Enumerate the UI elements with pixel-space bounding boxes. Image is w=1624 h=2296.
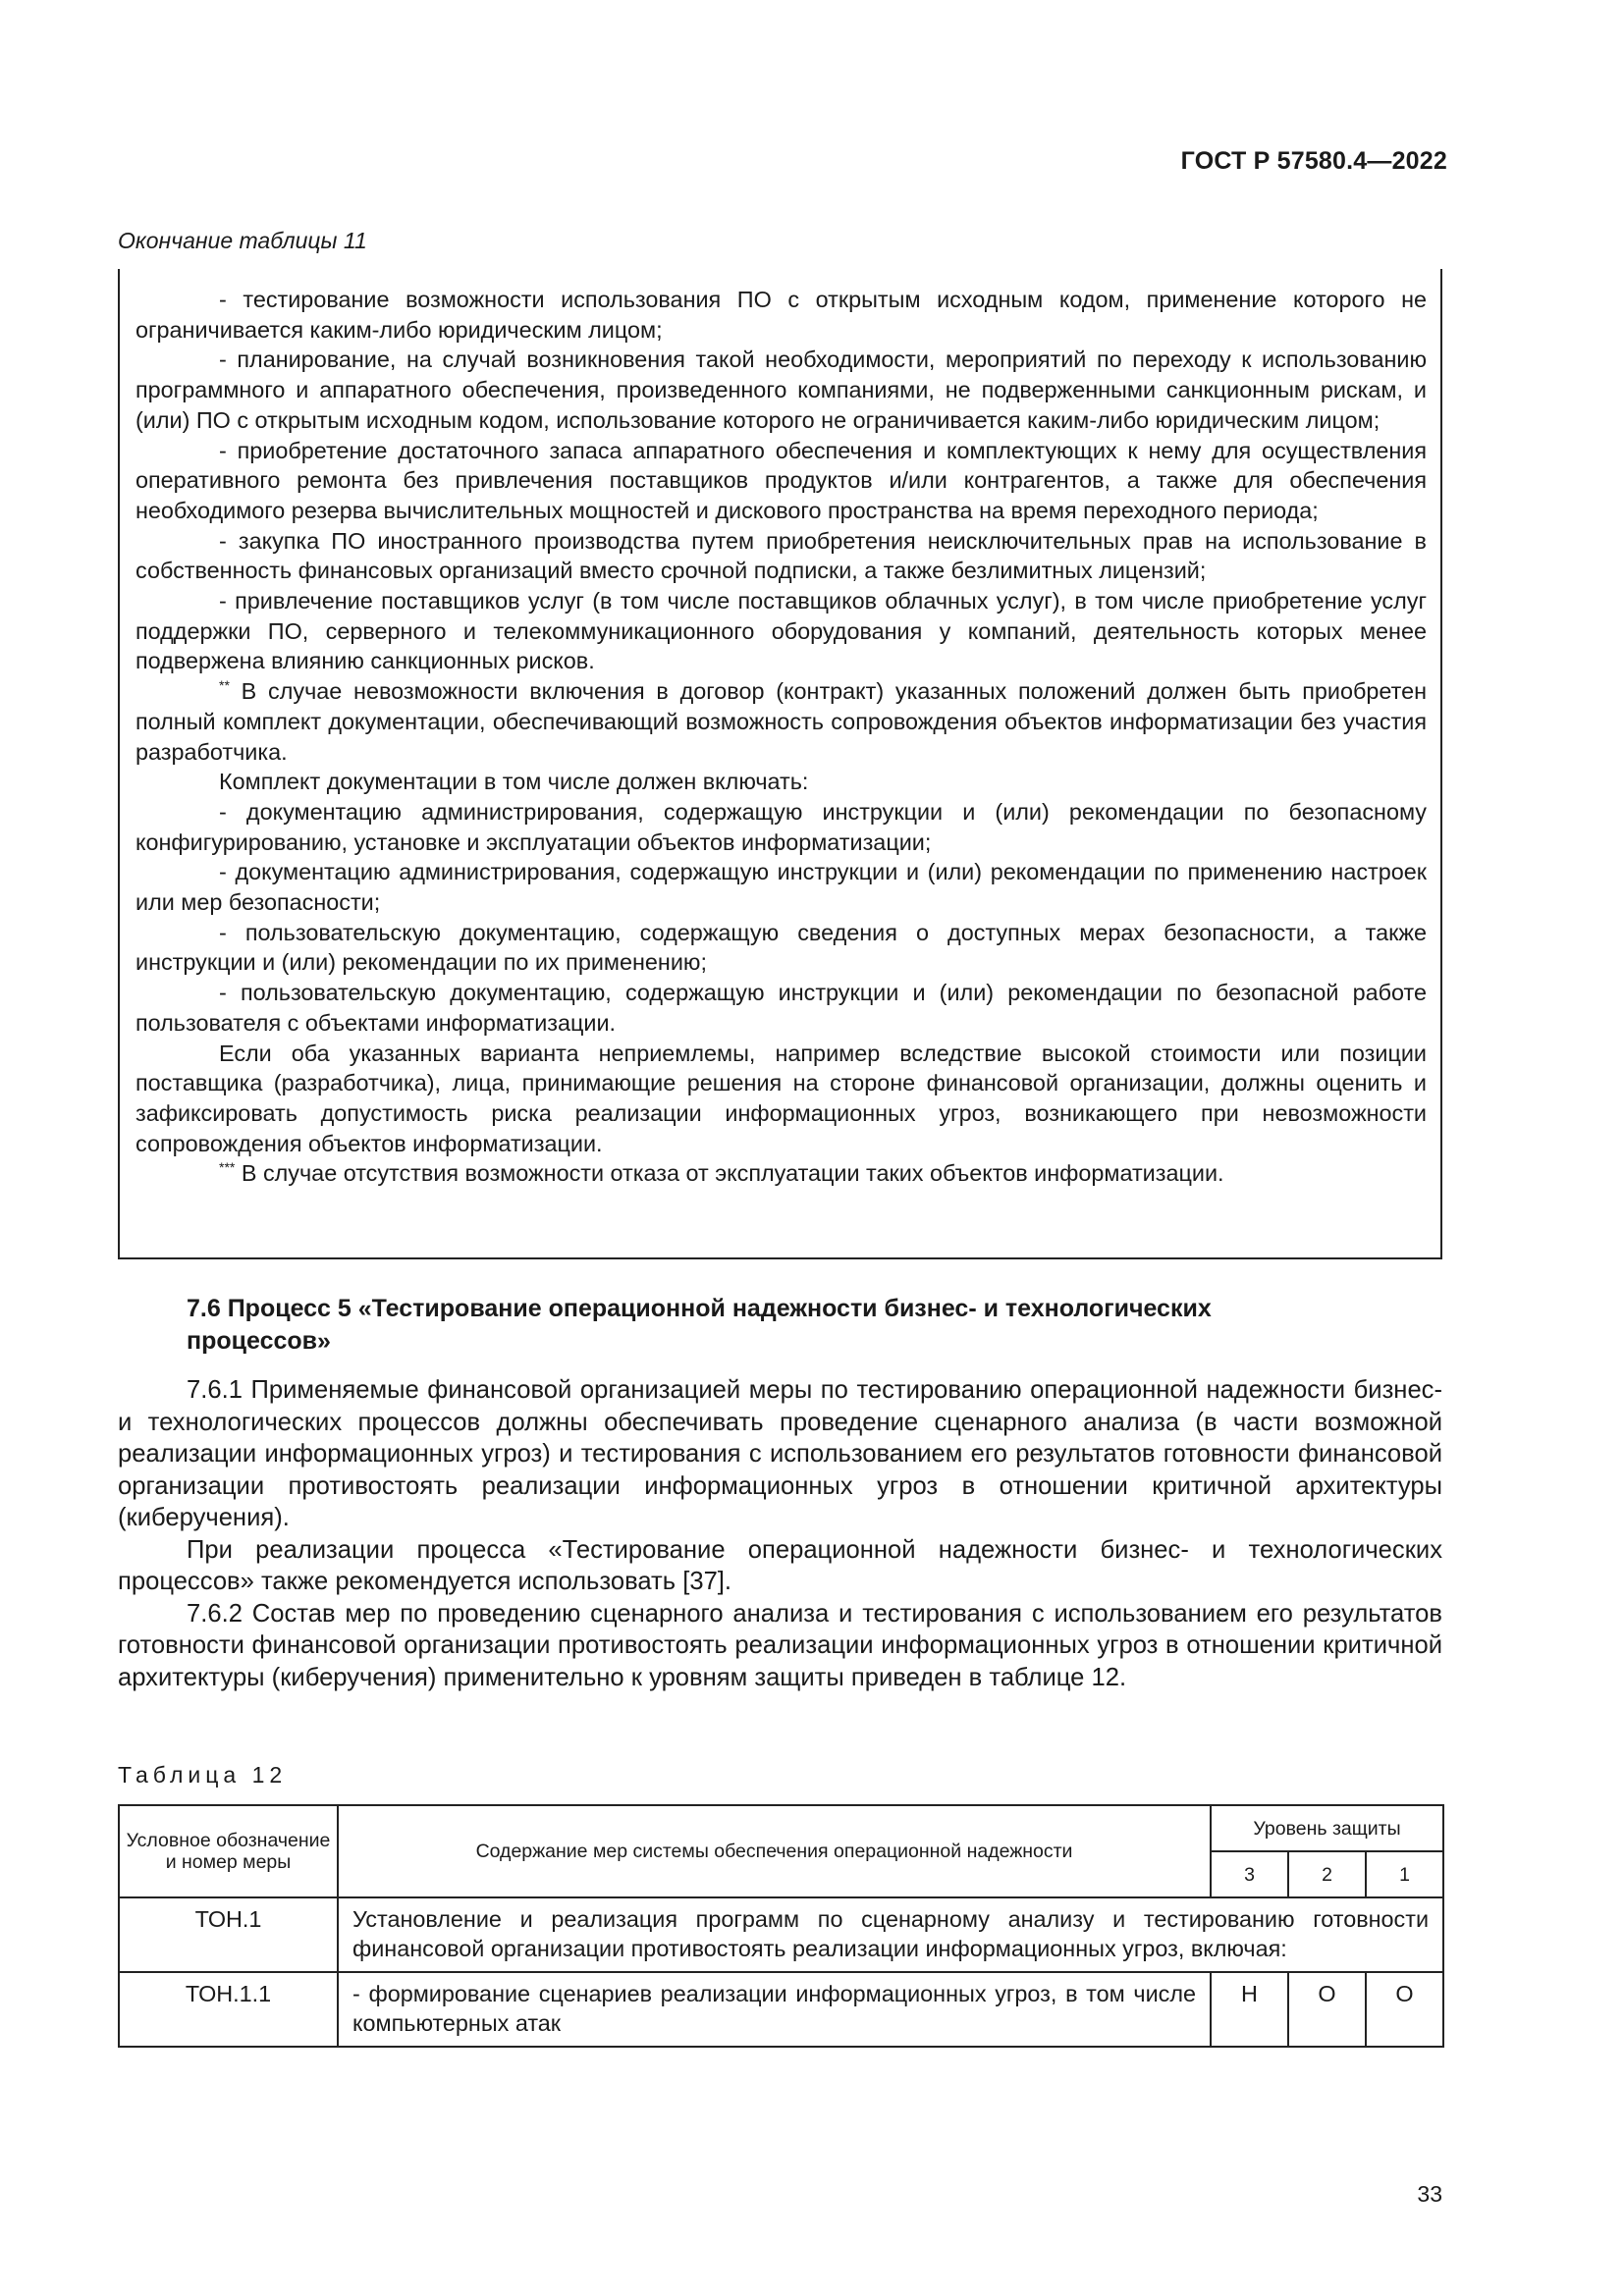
footnote-double-star	[135, 676, 1427, 767]
level-1-value: О	[1366, 1972, 1443, 2047]
table11-paragraph: - планирование, на случай возникновения такой необходимости, мероприятий по переходу к использованию программного и аппаратного обеспечения, произведенного компаниями, не подверженными санкционным рискам, и (или) ПО с открытым исходным кодом, использование которого не ограничивается каким-либо юридическим лицом;	[135, 347, 1427, 433]
header-level-1: 1	[1366, 1851, 1443, 1897]
measure-text: - формирование сценариев реализации информационных угроз, в том числе компьютерных атак	[338, 1972, 1211, 2047]
measure-code: ТОН.1.1	[119, 1972, 338, 2047]
header-protection-level: Уровень защиты	[1211, 1805, 1443, 1851]
table-11-continuation-cell	[118, 269, 1442, 1259]
section-paragraph: 7.6.2 Состав мер по проведению сценарного анализа и тестирования с использованием его результатов готовности финансовой организации противостоять реализации информационных угроз в отношении критичной архитектуры (киберучения) применительно к уровням защиты приведен в таблице 12.	[118, 1599, 1442, 1691]
table11-paragraph: - привлечение поставщиков услуг (в том числе поставщиков облачных услуг), в том числе приобретение услуг поддержки ПО, серверного и телекоммуникационного оборудования у компаний, деятельность которых менее подвержена влиянию санкционных рисков.	[135, 588, 1427, 674]
alternative-paragraph: Если оба указанных варианта неприемлемы, например вследствие высокой стоимости или позиции поставщика (разработчика), лица, принимающие решения на стороне финансовой организации, должны оценить и зафиксировать допустимость риска реализации информационных угроз, возникающего при невозможности сопровождения объектов информатизации.	[135, 1040, 1427, 1156]
table-row	[119, 1972, 1443, 2047]
table-12-label: Таблица 12	[118, 1762, 288, 1788]
section-title: 7.6 Процесс 5 «Тестирование операционной надежности бизнес- и технологических процессов»	[187, 1295, 1212, 1355]
documentation-item: - документацию администрирования, содержащую инструкции и (или) рекомендации по применению настроек или мер безопасности;	[135, 859, 1427, 916]
documentation-item: - пользовательскую документацию, содержащую сведения о доступных мерах безопасности, а также инструкции и (или) рекомендации по их применению;	[135, 919, 1427, 976]
measure-text: Установление и реализация программ по сценарному анализу и тестированию готовности финансовой организации противостоять реализации информационных угроз, включая:	[338, 1897, 1443, 1972]
measure-code: ТОН.1	[119, 1897, 338, 1972]
table11-paragraph: - приобретение достаточного запаса аппаратного обеспечения и комплектующих к нему для осуществления оперативного ремонта без привлечения поставщиков продуктов и/или контрагентов, а также для обеспечения необходимого резерва вычислительных мощностей и дискового пространства на время переходного периода;	[135, 437, 1427, 523]
footnote-text: В случае отсутствия возможности отказа от эксплуатации таких объектов информатизации.	[235, 1160, 1224, 1187]
footnote-marker: **	[219, 677, 230, 694]
footnote-triple-star	[135, 1158, 1427, 1189]
header-measure-content: Содержание мер системы обеспечения операционной надежности	[338, 1805, 1211, 1897]
section-paragraph: 7.6.1 Применяемые финансовой организацией меры по тестированию операционной надежности бизнес- и технологических процессов должны обеспечивать проведение сценарного анализа (в части возможной реализации информационных угроз) и тестирования с использованием его результатов готовности финансовой организации противостоять реализации информационных угроз в отношении критичной архитектуры (киберучения).	[118, 1376, 1442, 1531]
documentation-intro: Комплект документации в том числе должен включать:	[219, 769, 809, 795]
level-2-value: О	[1288, 1972, 1366, 2047]
section-paragraph: При реализации процесса «Тестирование операционной надежности бизнес- и технологических процессов» также рекомендуется использовать [37].	[118, 1535, 1442, 1595]
table11-paragraph: - тестирование возможности использования ПО с открытым исходным кодом, применение которого не ограничивается каким-либо юридическим лицом;	[135, 287, 1427, 343]
header-level-2: 2	[1288, 1851, 1366, 1897]
document-code: ГОСТ Р 57580.4—2022	[1180, 147, 1447, 175]
level-3-value: Н	[1211, 1972, 1288, 2047]
footnote-text: В случае невозможности включения в договор (контракт) указанных положений должен быть приобретен полный комплект документации, обеспечивающий возможность сопровождения объектов информатизации без участия разработчика.	[135, 678, 1427, 765]
documentation-item: - пользовательскую документацию, содержащую инструкции и (или) рекомендации по безопасной работе пользователя с объектами информатизации.	[135, 980, 1427, 1036]
footnote-marker: ***	[219, 1159, 236, 1176]
page-number: 33	[1417, 2181, 1442, 2207]
table-row	[119, 1897, 1443, 1972]
table11-paragraph: - закупка ПО иностранного производства путем приобретения неисключительных прав на использование в собственность финансовых организаций вместо срочной подписки, а также безлимитных лицензий;	[135, 527, 1427, 584]
header-level-3: 3	[1211, 1851, 1288, 1897]
table-continuation-caption: Окончание таблицы 11	[118, 228, 367, 253]
section-body	[118, 1374, 1442, 1693]
table-12	[118, 1804, 1444, 2048]
header-measure-code: Условное обозначение и номер меры	[119, 1805, 338, 1897]
documentation-item: - документацию администрирования, содержащую инструкции и (или) рекомендации по безопасному конфигурированию, установке и эксплуатации объектов информатизации;	[135, 798, 1427, 855]
